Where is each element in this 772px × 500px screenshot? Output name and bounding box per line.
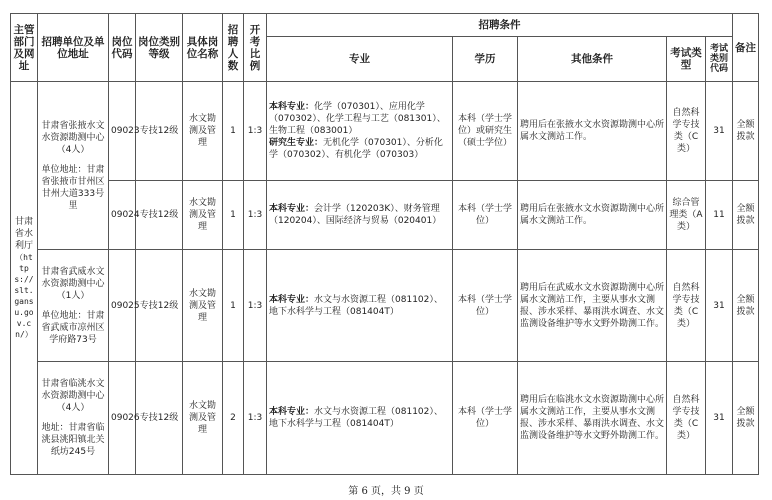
header-dept: 主管部门及网址 bbox=[11, 14, 38, 82]
unit-name: 甘肃省武威水文水资源勘测中心 bbox=[41, 266, 105, 289]
count-cell: 1 bbox=[223, 82, 244, 181]
header-ratio: 开考比例 bbox=[244, 14, 267, 82]
header-other: 其他条件 bbox=[518, 37, 667, 82]
note-cell: 全额拨款 bbox=[733, 250, 759, 362]
education-cell: 本科（学士学位）或研究生（硕士学位） bbox=[453, 82, 518, 181]
code-cell: 09023 bbox=[109, 82, 136, 181]
major-text: 水文与水资源工程（081102）、地下水科学与工程（081404T） bbox=[269, 294, 443, 317]
unit-name: 甘肃省临洮水文水资源勘测中心 bbox=[41, 379, 105, 401]
header-count: 招聘人数 bbox=[223, 14, 244, 82]
header-post: 具体岗位名称 bbox=[183, 14, 223, 82]
exam-type-cell: 自然科学专技类（C类） bbox=[667, 362, 706, 475]
unit-address: 地址：甘肃省临洮县洮阳镇北关纸坊245号 bbox=[41, 423, 105, 457]
major-cell bbox=[267, 82, 453, 181]
header-category: 岗位类别等级 bbox=[136, 14, 183, 82]
exam-code-cell: 31 bbox=[706, 362, 733, 475]
other-cell: 聘用后在张掖水文水资源勘测中心所属水文测站工作。 bbox=[518, 82, 667, 181]
exam-type-cell: 自然科学专技类（C类） bbox=[667, 250, 706, 362]
major-label: 本科专业： bbox=[269, 407, 315, 417]
category-cell: 专技12级 bbox=[136, 250, 183, 362]
education-cell: 本科（学士学位） bbox=[453, 181, 518, 250]
note-cell: 全额拨款 bbox=[733, 181, 759, 250]
code-cell: 09025 bbox=[109, 250, 136, 362]
unit-cell bbox=[38, 250, 109, 362]
major-cell bbox=[267, 362, 453, 475]
ratio-cell: 1:3 bbox=[244, 250, 267, 362]
code-cell: 09026 bbox=[109, 362, 136, 475]
count-cell: 1 bbox=[223, 250, 244, 362]
category-cell: 专技12级 bbox=[136, 362, 183, 475]
major-text: 水文与水资源工程（081102）、地下水科学与工程（081404T） bbox=[269, 407, 443, 429]
education-cell: 本科（学士学位） bbox=[453, 250, 518, 362]
education-cell: 本科（学士学位） bbox=[453, 362, 518, 475]
header-major: 专业 bbox=[267, 37, 453, 82]
ratio-cell: 1:3 bbox=[244, 181, 267, 250]
note-cell: 全额拨款 bbox=[733, 82, 759, 181]
exam-code-cell: 31 bbox=[706, 250, 733, 362]
exam-code-cell: 31 bbox=[706, 82, 733, 181]
header-note: 备注 bbox=[733, 14, 759, 82]
table-row bbox=[11, 181, 759, 250]
dept-name: 甘肃省水利厅 bbox=[14, 217, 33, 251]
major-text: 无机化学（070301）、分析化学（070302）、有机化学（070303） bbox=[269, 138, 443, 160]
dept-cell bbox=[11, 82, 38, 475]
unit-count: （4人） bbox=[56, 403, 90, 413]
header-conditions: 招聘条件 bbox=[267, 14, 733, 37]
header-code: 岗位代码 bbox=[109, 14, 136, 82]
table-row bbox=[11, 250, 759, 362]
ratio-cell: 1:3 bbox=[244, 82, 267, 181]
major-label: 本科专业： bbox=[269, 294, 315, 305]
table-row bbox=[11, 362, 759, 475]
unit-count: （1人） bbox=[56, 290, 90, 301]
major-text: 会计学（120203K）、财务管理（120204）、国际经济与贸易（020401） bbox=[269, 204, 442, 226]
header-education: 学历 bbox=[453, 37, 518, 82]
other-cell: 聘用后在武威水文水资源勘测中心所属水文测站工作，主要从事水文测报、涉水采样、暴雨洪水调查、水文监测设备维护等水文野外勘测工作。 bbox=[518, 250, 667, 362]
unit-cell bbox=[38, 82, 109, 250]
other-cell: 聘用后在张掖水文水资源勘测中心所属水文测站工作。 bbox=[518, 181, 667, 250]
major-label: 本科专业： bbox=[269, 204, 315, 214]
table-row bbox=[11, 82, 759, 181]
post-cell: 水文勘测及管理 bbox=[183, 250, 223, 362]
unit-address: 单位地址：甘肃省武威市凉州区学府路73号 bbox=[41, 310, 105, 345]
header-exam-code: 考试类别代码 bbox=[706, 37, 733, 82]
post-cell: 水文勘测及管理 bbox=[183, 82, 223, 181]
page-number: 第 6 页，共 9 页 bbox=[348, 486, 424, 497]
header-unit: 招聘单位及单位地址 bbox=[38, 14, 109, 82]
post-cell: 水文勘测及管理 bbox=[183, 181, 223, 250]
unit-cell bbox=[38, 362, 109, 475]
category-cell: 专技12级 bbox=[136, 181, 183, 250]
major-cell bbox=[267, 181, 453, 250]
post-cell: 水文勘测及管理 bbox=[183, 362, 223, 475]
unit-address: 单位地址：甘肃省张掖市甘州区甘州大道333号里 bbox=[41, 164, 105, 211]
unit-count: （4人） bbox=[56, 144, 90, 155]
major-label: 本科专业： bbox=[269, 102, 315, 112]
category-cell: 专技12级 bbox=[136, 82, 183, 181]
unit-name: 甘肃省张掖水文水资源勘测中心 bbox=[41, 120, 105, 143]
dept-url: （https://slt.gansu.gov.cn/） bbox=[14, 253, 34, 339]
exam-code-cell: 11 bbox=[706, 181, 733, 250]
header-exam-type: 考试类型 bbox=[667, 37, 706, 82]
code-cell: 09024 bbox=[109, 181, 136, 250]
recruitment-table bbox=[10, 13, 759, 475]
note-cell: 全额拨款 bbox=[733, 362, 759, 475]
major-text: 化学（070301）、应用化学（070302）、化学工程与工艺（081301）、生物工程（083001） bbox=[269, 102, 446, 136]
exam-type-cell: 自然科学专技类（C类） bbox=[667, 82, 706, 181]
major-cell bbox=[267, 250, 453, 362]
other-cell: 聘用后在临洮水文水资源勘测中心所属水文测站工作，主要从事水文测报、涉水采样、暴雨洪水调查、水文监测设备维护等水文野外勘测工作。 bbox=[518, 362, 667, 475]
exam-type-cell: 综合管理类（A类） bbox=[667, 181, 706, 250]
count-cell: 2 bbox=[223, 362, 244, 475]
ratio-cell: 1:3 bbox=[244, 362, 267, 475]
count-cell: 1 bbox=[223, 181, 244, 250]
major-label: 研究生专业： bbox=[269, 138, 324, 148]
